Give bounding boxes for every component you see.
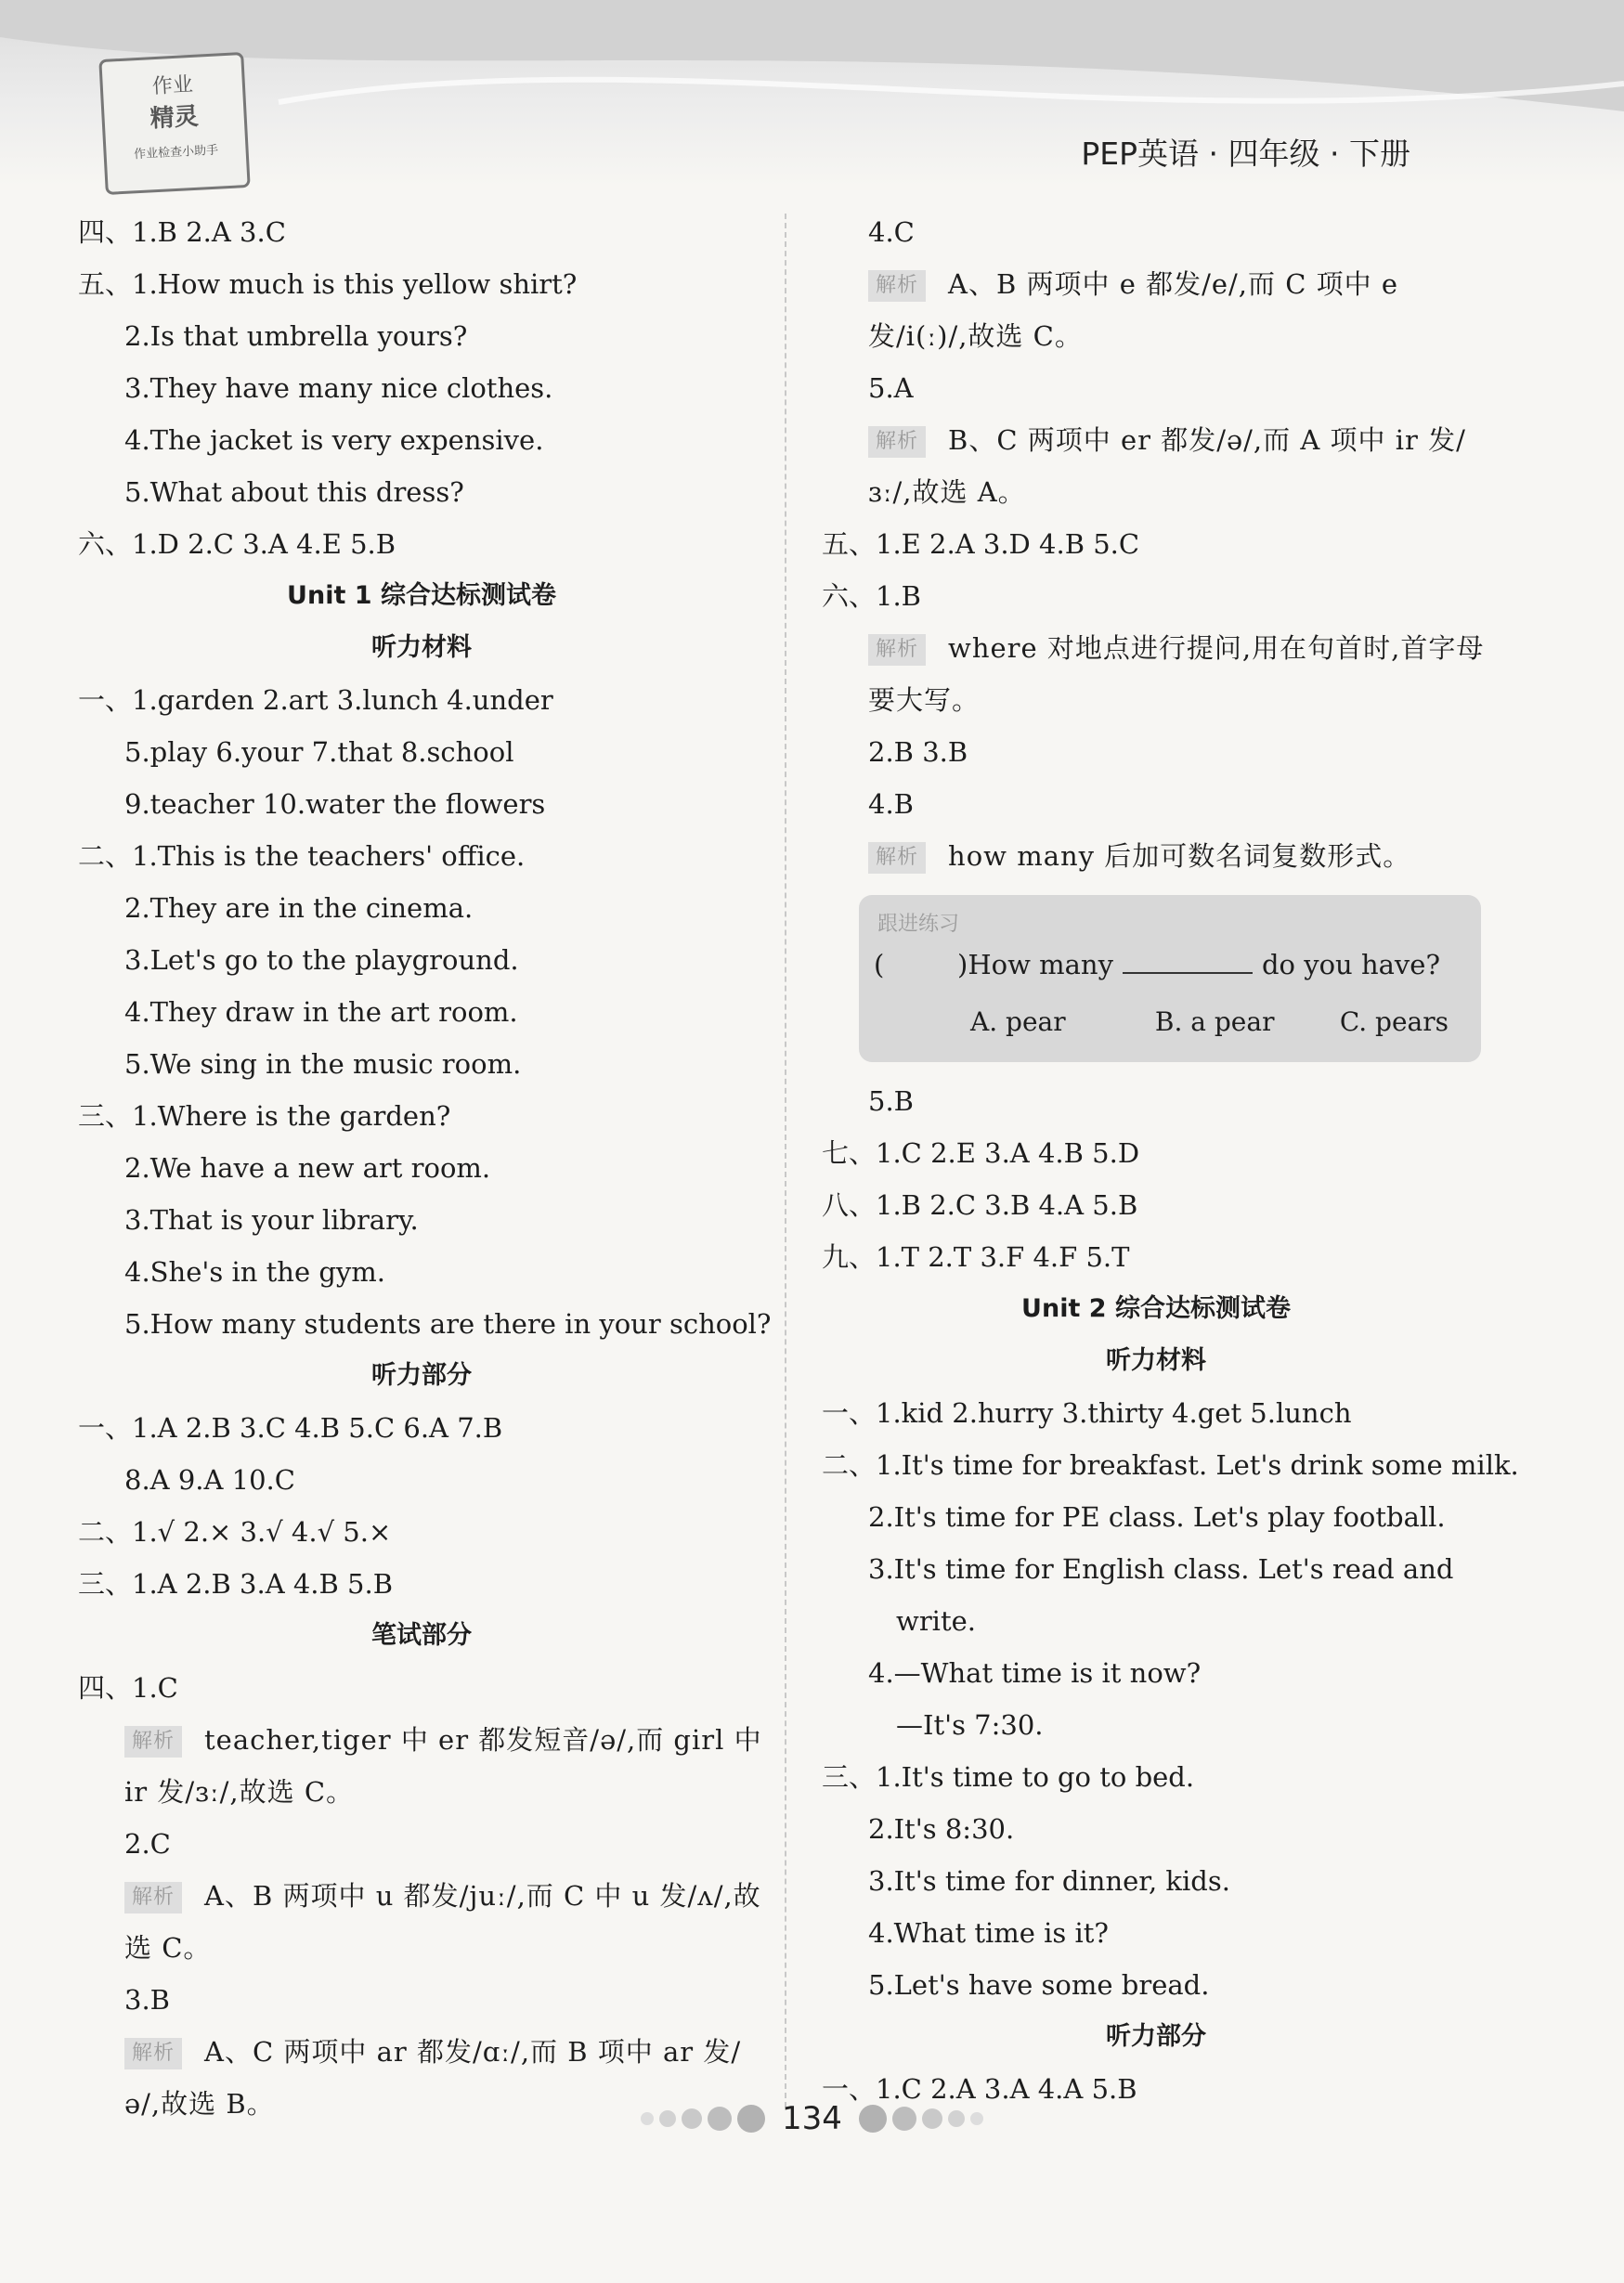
right-dots-decoration — [856, 2105, 986, 2133]
explanation-tag: 解析 — [868, 270, 926, 302]
answer-line: 8.A 9.A 10.C — [124, 1464, 295, 1496]
answer-line: 3.B — [124, 1984, 170, 2016]
answer-line: 4.They draw in the art room. — [124, 996, 518, 1028]
answer-line: 2.Is that umbrella yours? — [124, 320, 468, 352]
answer-line: 4.The jacket is very expensive. — [124, 424, 544, 456]
right-column — [822, 206, 1519, 2115]
practice-title: 跟进练习 — [877, 913, 960, 936]
answer-line: 5.What about this dress? — [124, 476, 464, 508]
explanation-tag: 解析 — [124, 1726, 182, 1758]
practice-box — [859, 895, 1481, 1062]
answer-line: 六、1.B — [822, 580, 921, 612]
answer-line: 五、1.E 2.A 3.D 4.B 5.C — [822, 528, 1140, 560]
explanation-note: 解析 B、C 两项中 er 都发/ə/,而 A 项中 ir 发/ɜː/,故选 A。 — [868, 424, 1466, 508]
answer-line: 5.B — [868, 1085, 914, 1117]
answer-line: 五、1.How much is this yellow shirt? — [78, 268, 578, 300]
answer-blank — [1123, 950, 1253, 974]
page-number: 134 — [782, 2100, 842, 2137]
subsection-heading: 听力材料 — [371, 633, 472, 662]
section-heading: Unit 2 综合达标测试卷 — [1021, 1294, 1291, 1323]
explanation-note: 解析 A、B 两项中 e 都发/e/,而 C 项中 e 发/i(ː)/,故选 C。 — [868, 268, 1399, 352]
answer-line: 八、1.B 2.C 3.B 4.A 5.B — [822, 1189, 1138, 1221]
subsection-heading: 笔试部分 — [371, 1621, 472, 1650]
answer-line: 3.They have many nice clothes. — [124, 372, 553, 404]
answer-line: 一、1.kid 2.hurry 3.thirty 4.get 5.lunch — [822, 1397, 1352, 1429]
answer-line: 六、1.D 2.C 3.A 4.E 5.B — [78, 528, 396, 560]
explanation-tag: 解析 — [124, 2038, 182, 2069]
answer-line: 3.That is your library. — [124, 1204, 419, 1236]
answer-line: 三、1.Where is the garden? — [78, 1100, 451, 1132]
answer-line: 5.We sing in the music room. — [124, 1048, 522, 1080]
subsection-heading: 听力部分 — [1106, 2022, 1206, 2051]
answer-line: 4.B — [868, 788, 914, 820]
explanation-tag: 解析 — [124, 1882, 182, 1913]
answer-line: 九、1.T 2.T 3.F 4.F 5.T — [822, 1241, 1130, 1273]
answer-line: 三、1.A 2.B 3.A 4.B 5.B — [78, 1568, 394, 1600]
logo-stamp: 作业 精灵 作业检查小助手 — [98, 52, 250, 195]
answer-line: write. — [896, 1605, 976, 1637]
explanation-note: 解析 A、C 两项中 ar 都发/ɑː/,而 B 项中 ar 发/ə/,故选 B。 — [124, 2036, 742, 2120]
answer-line: 5.Let's have some bread. — [868, 1969, 1210, 2001]
answer-line: 2.It's time for PE class. Let's play football. — [868, 1501, 1446, 1533]
explanation-note: 解析 A、B 两项中 u 都发/juː/,而 C 中 u 发/ʌ/,故选 C。 — [124, 1880, 761, 1964]
answer-line: 三、1.It's time to go to bed. — [822, 1761, 1195, 1793]
answer-line: 5.A — [868, 372, 914, 404]
answer-line: 二、1.√ 2.× 3.√ 4.√ 5.× — [78, 1516, 392, 1548]
answer-line: 四、1.B 2.A 3.C — [78, 216, 286, 248]
answer-line: 4.—What time is it now? — [868, 1657, 1202, 1689]
answer-line: 二、1.It's time for breakfast. Let's drink some milk. — [822, 1449, 1519, 1481]
answer-line: 3.Let's go to the playground. — [124, 944, 519, 976]
explanation-tag: 解析 — [868, 842, 926, 874]
answer-line: 七、1.C 2.E 3.A 4.B 5.D — [822, 1137, 1140, 1169]
explanation-note: 解析 teacher,tiger 中 er 都发短音/ə/,而 girl 中 ir 发/ɜː/,故选 C。 — [124, 1724, 762, 1808]
answer-line: 3.It's time for dinner, kids. — [868, 1865, 1230, 1897]
answer-line: 2.B 3.B — [868, 736, 968, 768]
page-footer — [0, 2100, 1624, 2137]
answer-line: 2.It's 8:30. — [868, 1813, 1015, 1845]
answer-line: 4.What time is it? — [868, 1917, 1109, 1949]
answer-line: 2.We have a new art room. — [124, 1152, 491, 1184]
book-title: PEP英语 · 四年级 · 下册 — [1081, 136, 1410, 172]
answer-line: 3.It's time for English class. Let's read and — [868, 1553, 1454, 1585]
explanation-tag: 解析 — [868, 634, 926, 666]
answer-line: 4.She's in the gym. — [124, 1256, 385, 1288]
answer-line: 2.C — [124, 1828, 171, 1860]
answer-line: 一、1.A 2.B 3.C 4.B 5.C 6.A 7.B — [78, 1412, 503, 1444]
answer-line: 5.How many students are there in your school? — [124, 1308, 772, 1340]
section-heading: Unit 1 综合达标测试卷 — [287, 581, 556, 610]
practice-options — [970, 1006, 1516, 1037]
answer-line: 5.play 6.your 7.that 8.school — [124, 736, 514, 768]
left-dots-decoration — [638, 2105, 768, 2133]
subsection-heading: 听力部分 — [371, 1361, 472, 1390]
explanation-note: 解析 how many 后加可数名词复数形式。 — [822, 830, 1490, 882]
answer-line: 9.teacher 10.water the flowers — [124, 788, 546, 820]
explanation-note: 解析 where 对地点进行提问,用在句首时,首字母要大写。 — [868, 632, 1485, 716]
option-b: B. a pear — [1154, 1006, 1275, 1037]
answer-line: 一、1.C 2.A 3.A 4.A 5.B — [822, 2073, 1137, 2105]
answer-line: 二、1.This is the teachers' office. — [78, 840, 526, 872]
answer-line: 四、1.C — [78, 1672, 178, 1704]
answer-line: —It's 7:30. — [896, 1709, 1044, 1741]
answer-line: 一、1.garden 2.art 3.lunch 4.under — [78, 684, 553, 716]
practice-question: ( )How many do you have? — [874, 949, 1441, 980]
option-c: C. pears — [1339, 1006, 1449, 1037]
subsection-heading: 听力材料 — [1106, 1346, 1206, 1375]
answer-line: 2.They are in the cinema. — [124, 892, 474, 924]
column-divider — [785, 214, 786, 2108]
explanation-tag: 解析 — [868, 426, 926, 458]
left-column — [78, 206, 772, 2130]
answer-line: 4.C — [868, 216, 915, 248]
option-a: A. pear — [970, 1006, 1066, 1037]
